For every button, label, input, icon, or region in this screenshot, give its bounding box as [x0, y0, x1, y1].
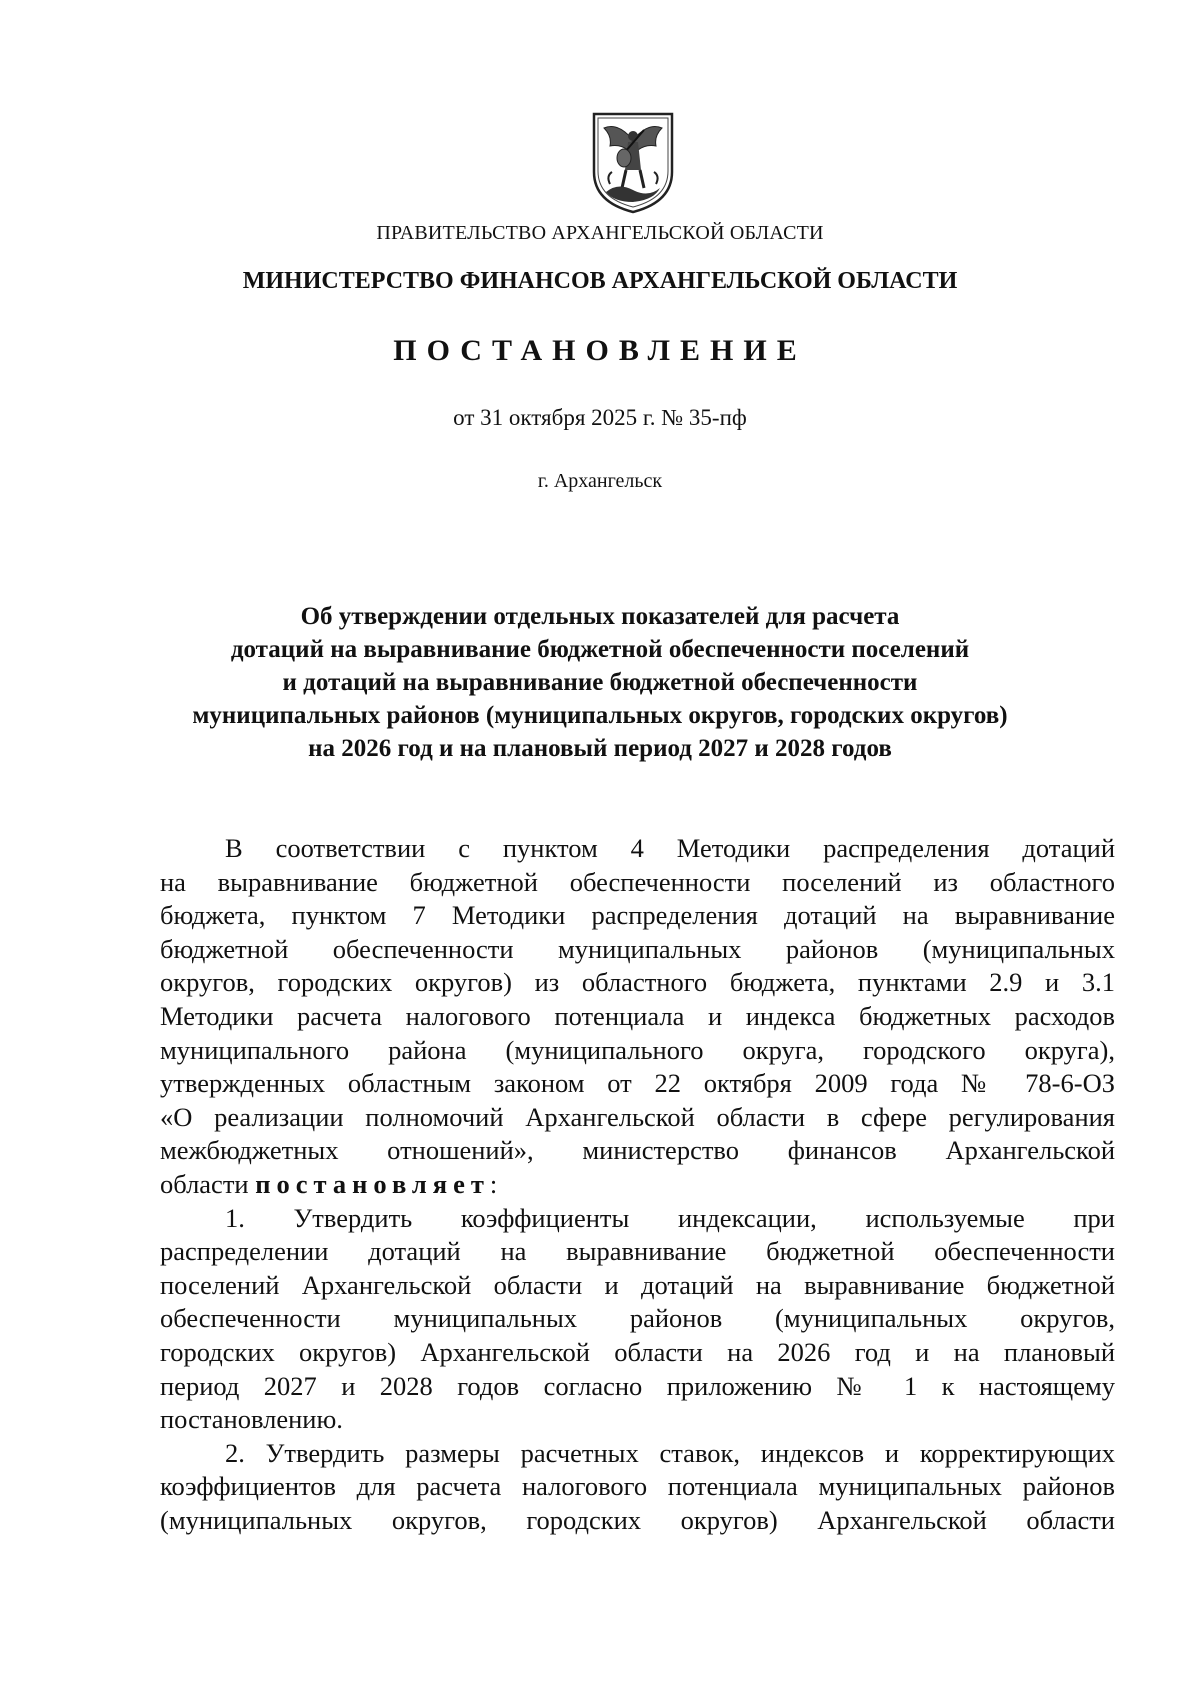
title-line: Об утверждении отдельных показателей для расчета	[300, 603, 900, 630]
government-name: ПРАВИТЕЛЬСТВО АРХАНГЕЛЬСКОЙ ОБЛАСТИ	[376, 222, 824, 244]
body-line: поселений Архангельской области и дотаций на выравнивание бюджетной	[160, 1269, 1115, 1300]
title-line: муниципальных районов (муниципальных округов, городских округов)	[192, 702, 1008, 729]
document-city: г. Архангельск	[537, 470, 663, 492]
preamble-prefix: области	[160, 1168, 256, 1199]
body-line: бюджетной обеспеченности муниципальных районов (муниципальных	[160, 933, 1115, 964]
decree-word: постановляет	[255, 1168, 490, 1199]
preamble-suffix: :	[489, 1168, 498, 1199]
body-line: коэффициентов для расчета налогового потенциала муниципальных районов	[160, 1471, 1115, 1502]
body-line: (муниципальных округов, городских округов) Архангельской области	[160, 1504, 1115, 1535]
body-line: В соответствии с пунктом 4 Методики распределения дотаций	[225, 833, 1115, 863]
body-line: округов, городских округов) из областного бюджета, пунктами 2.9 и 3.1	[160, 967, 1115, 998]
body-line: распределении дотаций на выравнивание бюджетной обеспеченности	[160, 1236, 1115, 1267]
body-line: межбюджетных отношений», министерство финансов Архангельской	[160, 1135, 1115, 1166]
body-line: «О реализации полномочий Архангельской области в сфере регулирования	[160, 1101, 1115, 1132]
body-line: 2. Утвердить размеры расчетных ставок, индексов и корректирующих	[225, 1437, 1115, 1468]
body-line: обеспеченности муниципальных районов (муниципальных округов,	[160, 1303, 1115, 1334]
title-line: и дотаций на выравнивание бюджетной обеспеченности	[282, 669, 918, 696]
body-line: постановлению.	[160, 1404, 343, 1435]
body-line: городских округов) Архангельской области на 2026 год и на плановый	[160, 1336, 1115, 1367]
coat-of-arms-icon	[588, 110, 678, 216]
body-line: утвержденных областным законом от 22 октября 2009 года № 78-6-ОЗ	[160, 1068, 1115, 1099]
body-line: 1. Утвердить коэффициенты индексации, используемые при	[225, 1202, 1115, 1233]
body-line: на выравнивание бюджетной обеспеченности поселений из областного	[160, 866, 1115, 897]
body-line: Методики расчета налогового потенциала и индекса бюджетных расходов	[160, 1000, 1115, 1031]
document-body	[160, 832, 1115, 1537]
body-line: бюджета, пунктом 7 Методики распределения дотаций на выравнивание	[160, 900, 1115, 931]
title-line: на 2026 год и на плановый период 2027 и 2028 годов	[308, 735, 892, 762]
title-line: дотаций на выравнивание бюджетной обеспеченности поселений	[230, 636, 970, 663]
body-line: период 2027 и 2028 годов согласно приложению № 1 к настоящему	[160, 1370, 1115, 1401]
ministry-name: МИНИСТЕРСТВО ФИНАНСОВ АРХАНГЕЛЬСКОЙ ОБЛАСТИ	[242, 268, 958, 294]
document-date-number: от 31 октября 2025 г. № 35-пф	[453, 405, 747, 430]
document-type: ПОСТАНОВЛЕНИЕ	[393, 334, 807, 367]
body-line: муниципального района (муниципального округа, городского округа),	[160, 1034, 1115, 1065]
preamble-decree-line	[160, 1168, 1115, 1202]
document-title	[150, 600, 1050, 765]
